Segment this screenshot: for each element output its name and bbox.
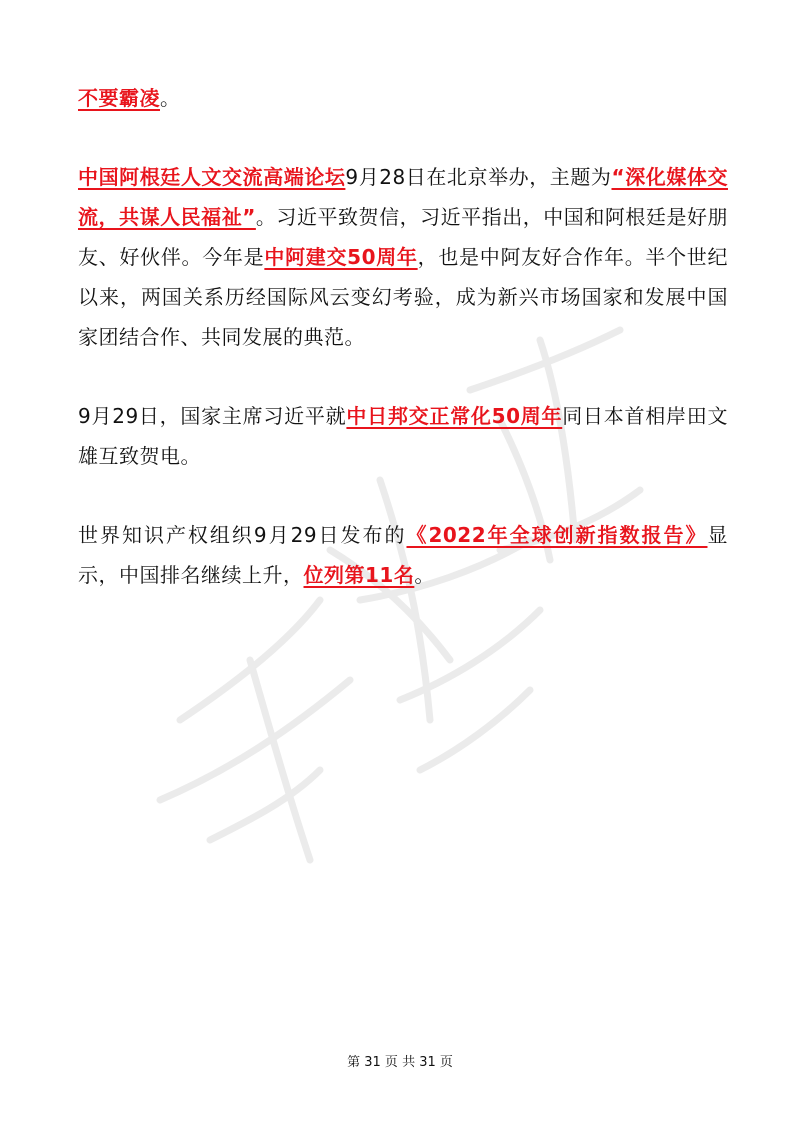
page-number-footer: 第 31 页 共 31 页 — [347, 1055, 453, 1070]
body-text: 9月28日在北京举办，主题为 — [345, 165, 612, 189]
paragraph-1 — [78, 78, 728, 118]
body-text: ，也是中阿友好合作年。半个世纪以来，两国关系历经国际风云变幻考验，成为新兴市场国家和发展中国家团结合作、共同发展的典范。 — [78, 245, 729, 349]
document-body — [78, 78, 728, 634]
highlight-text: 中日邦交正常化50周年 — [346, 404, 563, 428]
body-text: 。习近平致贺信，习近平指出，中国和阿根廷是好朋友、好伙伴。今年是 — [78, 205, 729, 269]
highlight-text: “深化媒体交流，共谋人民福祉” — [78, 165, 728, 229]
paragraph-4 — [78, 515, 728, 595]
highlight-text: 位列第11名 — [303, 563, 415, 587]
body-text: 。 — [414, 563, 435, 587]
paragraph-2 — [78, 157, 728, 357]
body-text: 同日本首相岸田文雄互致贺电。 — [78, 404, 728, 468]
body-text: 显示，中国排名继续上升， — [78, 523, 728, 587]
body-text: 9月29日，国家主席习近平就 — [78, 404, 347, 428]
highlight-text: 中阿建交50周年 — [264, 245, 418, 269]
paragraph-3 — [78, 396, 728, 476]
highlight-text: 《2022年全球创新指数报告》 — [406, 523, 708, 547]
body-text: 世界知识产权组织9月29日发布的 — [78, 523, 407, 547]
body-text: 。 — [160, 86, 181, 110]
highlight-text: 中国阿根廷人文交流高端论坛 — [78, 165, 346, 189]
highlight-text: 不要霸凌 — [78, 86, 160, 110]
